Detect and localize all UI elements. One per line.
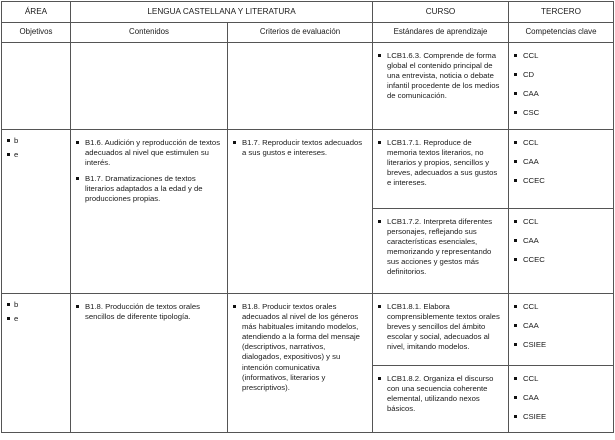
- standard-text: LCB1.8.2. Organiza el discurso con una secuencia coherente elemental, utilizando nexos básicos.: [373, 374, 502, 414]
- competencia-item: CSIEE: [509, 340, 609, 359]
- criterio-item: B1.7. Reproducir textos adecuados a sus gustos e intereses.: [228, 138, 366, 158]
- contenidos-cell: [71, 130, 228, 294]
- col-competencias: Competencias clave: [509, 23, 614, 43]
- competencias-cell: [509, 130, 614, 209]
- course-label: CURSO: [373, 2, 509, 23]
- standard-text: LCB1.7.1. Reproduce de memoria textos literarios, no literarios y propios, sencillos y breves, adecuados a sus gustos e intereses.: [373, 138, 502, 188]
- criterios-cell: [228, 294, 373, 433]
- competencia-item: CCL: [509, 138, 609, 157]
- competencia-item: CD: [509, 70, 609, 89]
- competencia-item: CCEC: [509, 176, 609, 195]
- competencia-item: CCL: [509, 51, 609, 70]
- objetivo-item: e: [2, 150, 68, 164]
- objetivos-cell: [2, 43, 71, 130]
- table-row: [2, 43, 614, 130]
- standard-text: LCB1.8.1. Elabora comprensiblemente textos orales breves y sencillos del ámbito escolar y social, adecuados al nivel, imitando modelos.: [373, 302, 502, 352]
- competencia-item: CCL: [509, 374, 609, 393]
- objetivo-item: b: [2, 300, 68, 314]
- criterio-item: B1.8. Producir textos orales adecuados al nivel de los géneros más habituales imitando modelos, atendiendo a la forma del mensaje (descriptivos, narrativos, dialogados, expositivos) y su intención comunicativa (informativos, literarios y prescriptivos).: [228, 302, 366, 393]
- criterios-cell: [228, 130, 373, 294]
- competencias-cell: [509, 294, 614, 366]
- contenidos-cell: [71, 294, 228, 433]
- standard-cell: [373, 294, 509, 366]
- area-label: ÁREA: [2, 2, 71, 23]
- standard-cell: [373, 209, 509, 294]
- competencia-item: CAA: [509, 236, 609, 255]
- standard-cell: [373, 366, 509, 433]
- competencias-cell: [509, 366, 614, 433]
- table-row: [2, 294, 614, 366]
- competencia-item: CSIEE: [509, 412, 609, 431]
- competencias-cell: [509, 209, 614, 294]
- contenido-item: B1.8. Producción de textos orales sencillos de diferente tipología.: [71, 302, 221, 322]
- col-contenidos: Contenidos: [71, 23, 228, 43]
- competencia-item: CAA: [509, 393, 609, 412]
- competencia-item: CAA: [509, 89, 609, 108]
- standard-text: LCB1.7.2. Interpreta diferentes personajes, reflejando sus características esenciales, memorizando y representando sus acciones y gestos más definitorios.: [373, 217, 502, 278]
- contenido-item: B1.7. Dramatizaciones de textos literarios adaptados a la edad y de producciones propias.: [71, 174, 221, 204]
- col-estandares: Estándares de aprendizaje: [373, 23, 509, 43]
- competencia-item: CCL: [509, 217, 609, 236]
- curriculum-table: [1, 1, 614, 433]
- criterios-cell: [228, 43, 373, 130]
- col-criterios: Criterios de evaluación: [228, 23, 373, 43]
- contenido-item: B1.6. Audición y reproducción de textos adecuados al nivel que estimulen su interés.: [71, 138, 221, 168]
- objetivos-cell: [2, 130, 71, 294]
- competencia-item: CAA: [509, 157, 609, 176]
- subject-title: LENGUA CASTELLANA Y LITERATURA: [71, 2, 373, 23]
- course-value: TERCERO: [509, 2, 614, 23]
- contenidos-cell: [71, 43, 228, 130]
- col-objetivos: Objetivos: [2, 23, 71, 43]
- competencia-item: CCEC: [509, 255, 609, 274]
- competencia-item: CCL: [509, 302, 609, 321]
- table-row: [2, 130, 614, 209]
- objetivos-cell: [2, 294, 71, 433]
- competencias-cell: [509, 43, 614, 130]
- standard-cell: [373, 43, 509, 130]
- objetivo-item: e: [2, 314, 68, 328]
- header-row: [2, 2, 614, 23]
- competencia-item: CAA: [509, 321, 609, 340]
- subheader-row: [2, 23, 614, 43]
- standard-text: LCB1.6.3. Comprende de forma global el contenido principal de una entrevista, noticia o debate infantil procedente de los medios de comunicación.: [373, 51, 502, 101]
- objetivo-item: b: [2, 136, 68, 150]
- competencia-item: CSC: [509, 108, 609, 127]
- standard-cell: [373, 130, 509, 209]
